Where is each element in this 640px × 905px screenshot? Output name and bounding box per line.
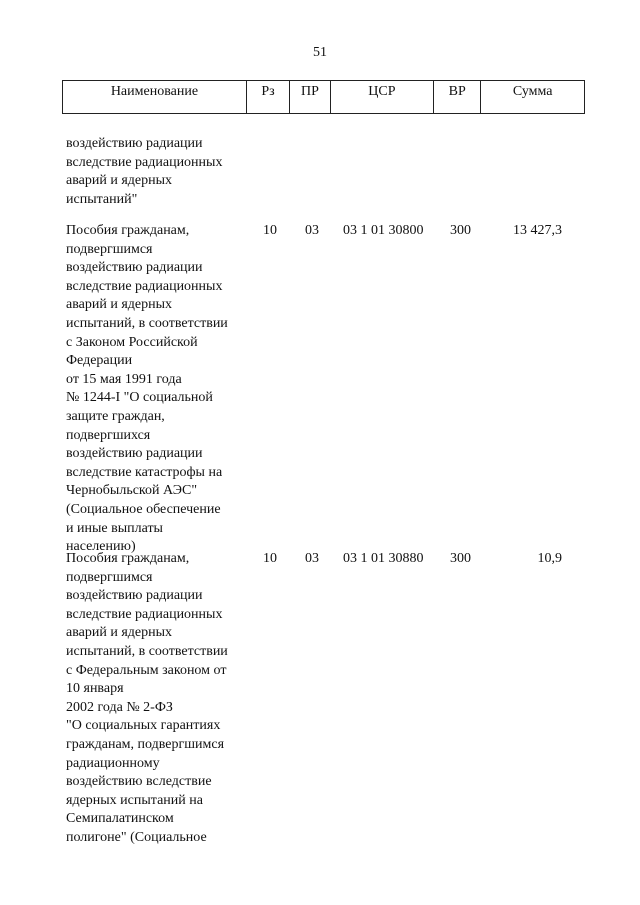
- header-name-cell: [63, 81, 247, 114]
- row-pr: 03: [305, 551, 319, 566]
- row-csr: 03 1 01 30880: [343, 551, 424, 566]
- header-csr: ЦСР: [368, 84, 396, 99]
- header-sum-cell: [481, 81, 585, 114]
- header-pr-cell: [290, 81, 331, 114]
- table-header: [62, 80, 585, 114]
- row-pr: 03: [305, 223, 319, 238]
- row-name: Пособия гражданам, подвергшимся воздействию радиации вследствие радиационных аварий и ядерных испытаний, в соответствии с Законом Российской Федерации от 15 мая 1991 года № 1244-I "О социальной защите граждан, подвергшихся воздействию радиации вследствие катастрофы на Чернобыльской АЭС" (Социальное обеспечение и иные выплаты населению): [66, 223, 228, 555]
- row-rz: 10: [263, 551, 277, 566]
- header-vr: ВР: [448, 84, 466, 99]
- header-rz: Рз: [261, 84, 275, 99]
- header-pr: ПР: [301, 84, 319, 99]
- page-number: 51: [313, 45, 327, 60]
- row-vr: 300: [450, 223, 471, 238]
- row-sum: 13 427,3: [513, 223, 562, 238]
- row-sum: 10,9: [537, 551, 562, 566]
- row-rz: 10: [263, 223, 277, 238]
- row-csr: 03 1 01 30800: [343, 223, 424, 238]
- header-csr-cell: [330, 81, 433, 114]
- row-name: воздействию радиации вследствие радиационных аварий и ядерных испытаний": [66, 136, 223, 207]
- row-name: Пособия гражданам, подвергшимся воздействию радиации вследствие радиационных аварий и ядерных испытаний, в соответствии с Федеральным законом от 10 января 2002 года № 2-ФЗ "О социальных гарантиях гражданам, подвергшимся радиационному воздействию вследствие ядерных испытаний на Семипалатинском полигоне" (Социальное: [66, 551, 228, 845]
- header-rz-cell: [246, 81, 289, 114]
- header-name: Наименование: [110, 84, 199, 99]
- header-sum: Сумма: [512, 84, 553, 99]
- header-vr-cell: [434, 81, 481, 114]
- row-vr: 300: [450, 551, 471, 566]
